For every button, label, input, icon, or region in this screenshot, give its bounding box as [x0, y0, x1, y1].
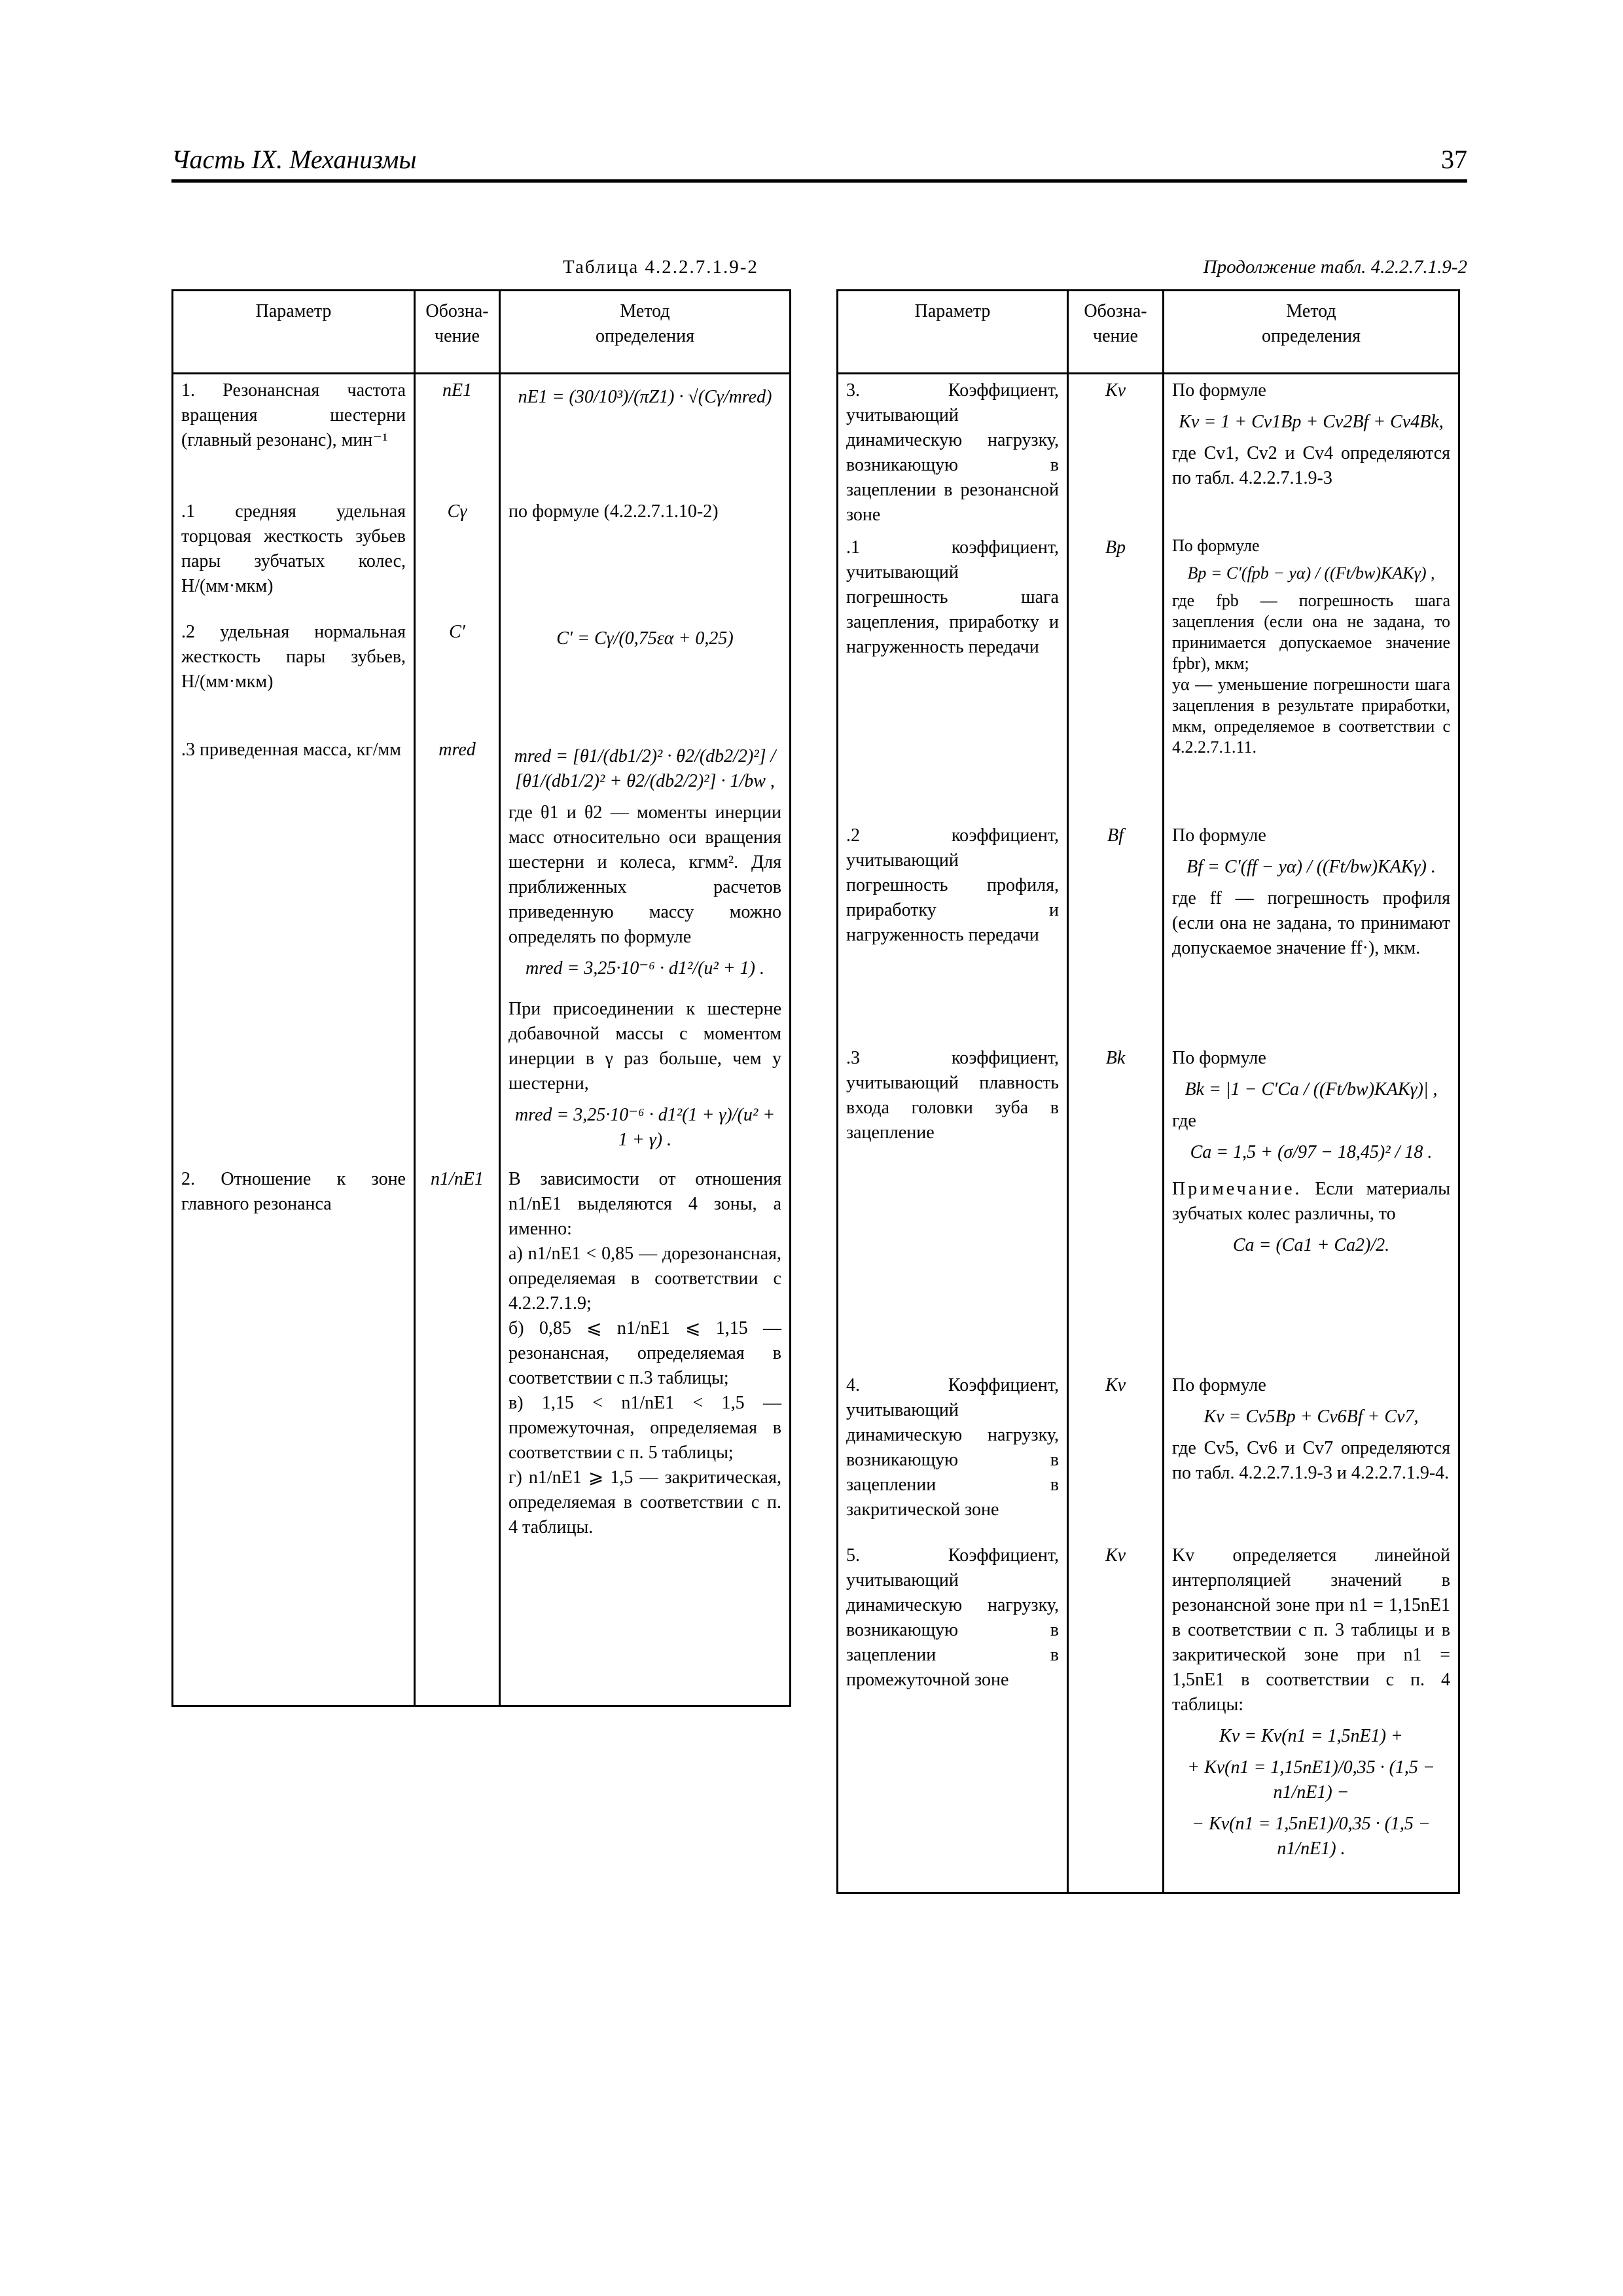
table-row: [838, 819, 1459, 1042]
param-cell: .1 коэффициент, учитывающий погрешность шага зацепления, приработку и нагруженность передачи: [838, 531, 1068, 819]
param-cell: .3 приведенная масса, кг/мм: [173, 734, 415, 1163]
column-header-param: Параметр: [173, 291, 415, 374]
method-cell: [1164, 1042, 1459, 1369]
table-row: [173, 374, 791, 495]
note-text: Если материалы зубчатых колес различны, то: [1172, 1179, 1451, 1224]
method-cell: [500, 616, 791, 734]
symbol-cell: Bp: [1068, 531, 1164, 819]
method-text: где: [1172, 1111, 1196, 1131]
method-cell: [1164, 531, 1459, 819]
formula: Kv = Kv(n1 = 1,5nE1) +: [1219, 1726, 1403, 1746]
formula: + Kv(n1 = 1,15nE1)/0,35 · (1,5 − n1/nE1) −: [1187, 1757, 1435, 1803]
method-text: где ff — погрешность профиля (если она не задана, то принимают допускаемое значение ff·), мкм.: [1172, 888, 1450, 958]
method-lead: По формуле: [1172, 1048, 1266, 1068]
table-header-row: [173, 291, 791, 374]
method-cell: [1164, 1539, 1459, 1893]
formula: Ca = (Ca1 + Ca2)/2.: [1232, 1235, 1390, 1255]
symbol-cell: n1/nE1: [415, 1163, 500, 1706]
param-cell: .1 средняя удельная торцовая жесткость зубьев пары зубчатых колес, Н/(мм·мкм): [173, 495, 415, 616]
method-lead: По формуле: [1172, 380, 1266, 401]
column-header-method: Метод определения: [1164, 291, 1459, 374]
table-caption-left: Таблица 4.2.2.7.1.9-2: [563, 257, 758, 278]
method-cell: [500, 1163, 791, 1706]
symbol-cell: Bk: [1068, 1042, 1164, 1369]
table-row: [173, 734, 791, 1163]
zone-item: а) n1/nE1 < 0,85 — дорезонансная, определяемая в соответствии с 4.2.2.7.1.9;: [508, 1243, 781, 1314]
method-cell: [1164, 1369, 1459, 1539]
param-cell: 5. Коэффициент, учитывающий динамическую нагрузку, возникающую в зацеплении в промежуточной зоне: [838, 1539, 1068, 1893]
formula: − Kv(n1 = 1,5nE1)/0,35 · (1,5 − n1/nE1) .: [1192, 1814, 1431, 1859]
table-row: [838, 1539, 1459, 1893]
formula: Bp = C′(fpb − yα) / ((Ft/bw)KAKγ) ,: [1187, 564, 1435, 583]
param-cell: .3 коэффициент, учитывающий плавность входа головки зуба в зацепление: [838, 1042, 1068, 1369]
right-table: [836, 289, 1460, 1894]
method-text: yα — уменьшение погрешности шага зацепления в результате приработки, мкм, определяемое в соответствии с 4.2.2.7.1.11.: [1172, 675, 1450, 757]
table-row: [173, 1163, 791, 1706]
column-header-symbol: Обозна- чение: [1068, 291, 1164, 374]
formula: C′ = Cγ/(0,75εα + 0,25): [556, 628, 734, 649]
zone-item: в) 1,15 < n1/nE1 < 1,5 — промежуточная, определяемая в соответствии с п. 5 таблицы;: [508, 1392, 781, 1463]
zone-item: г) n1/nE1 ⩾ 1,5 — закритическая, определяемая в соответствии с п. 4 таблицы.: [508, 1467, 781, 1537]
method-text: В зависимости от отношения n1/nE1 выделяются 4 зоны, а именно:: [508, 1168, 781, 1239]
param-cell: .2 коэффициент, учитывающий погрешность профиля, приработку и нагруженность передачи: [838, 819, 1068, 1042]
method-lead: По формуле: [1172, 536, 1260, 555]
formula: mred = [θ1/(db1/2)² · θ2/(db2/2)²] / [θ1/(db1/2)² + θ2/(db2/2)²] · 1/bw ,: [514, 745, 776, 791]
symbol-cell: Kv: [1068, 1539, 1164, 1893]
page-number: 37: [1441, 145, 1467, 174]
table-row: [838, 1369, 1459, 1539]
param-cell: .2 удельная нормальная жесткость пары зубьев, Н/(мм·мкм): [173, 616, 415, 734]
running-head: [171, 143, 1467, 183]
symbol-cell: Bf: [1068, 819, 1164, 1042]
method-cell: [500, 734, 791, 1163]
table-row: [838, 531, 1459, 819]
formula: Bk = |1 − C′Ca / ((Ft/bw)KAKγ)| ,: [1185, 1079, 1438, 1100]
param-cell: 4. Коэффициент, учитывающий динамическую нагрузку, возникающую в зацеплении в закритической зоне: [838, 1369, 1068, 1539]
column-header-method: Метод определения: [500, 291, 791, 374]
param-cell: 3. Коэффициент, учитывающий динамическую нагрузку, возникающую в зацеплении в резонансной зоне: [838, 374, 1068, 532]
table-header-row: [838, 291, 1459, 374]
method-cell: [1164, 374, 1459, 532]
param-cell: 1. Резонансная частота вращения шестерни (главный резонанс), мин⁻¹: [173, 374, 415, 495]
method-cell: по формуле (4.2.2.7.1.10-2): [500, 495, 791, 616]
method-lead: По формуле: [1172, 825, 1266, 846]
method-text: где θ1 и θ2 — моменты инерции масс относительно оси вращения шестерни и колеса, кгмм². Для приближенных расчетов приведенную массу можно определять по формуле: [508, 802, 781, 947]
method-lead: По формуле: [1172, 1375, 1266, 1395]
param-cell: 2. Отношение к зоне главного резонанса: [173, 1163, 415, 1706]
part-title: Часть IX. Механизмы: [171, 145, 417, 174]
note-label: Примечание.: [1172, 1179, 1302, 1199]
method-cell: [500, 374, 791, 495]
table-row: [173, 616, 791, 734]
symbol-cell: mred: [415, 734, 500, 1163]
formula: Kv = Cv5Bp + Cv6Bf + Cv7,: [1204, 1407, 1419, 1427]
method-text: где Cv5, Cv6 и Cv7 определяются по табл. 4.2.2.7.1.9-3 и 4.2.2.7.1.9-4.: [1172, 1438, 1450, 1483]
note: [1172, 1177, 1450, 1227]
table-row: [838, 374, 1459, 532]
formula: mred = 3,25·10⁻⁶ · d1²/(u² + 1) .: [525, 958, 765, 978]
method-text: Kv определяется линейной интерполяцией значений в резонансной зоне при n1 = 1,15nE1 в соответствии с п. 3 таблицы и в закритической зоне при n1 = 1,5nE1 в соответствии с п. 4 таблицы:: [1172, 1545, 1450, 1715]
method-cell: [1164, 819, 1459, 1042]
left-table: [171, 289, 791, 1707]
method-text: где fpb — погрешность шага зацепления (если она не задана, то принимается допускаемое значение fpbr), мкм;: [1172, 591, 1450, 673]
table-row: [838, 1042, 1459, 1369]
table-row: [173, 495, 791, 616]
symbol-cell: Cγ: [415, 495, 500, 616]
column-header-symbol: Обозна- чение: [415, 291, 500, 374]
symbol-cell: Kv: [1068, 1369, 1164, 1539]
symbol-cell: nE1: [415, 374, 500, 495]
table-caption-right: Продолжение табл. 4.2.2.7.1.9-2: [1203, 257, 1467, 278]
symbol-cell: C′: [415, 616, 500, 734]
formula: Ca = 1,5 + (σ/97 − 18,45)² / 18 .: [1190, 1142, 1433, 1162]
method-text: где Cv1, Cv2 и Cv4 определяются по табл. 4.2.2.7.1.9-3: [1172, 443, 1450, 488]
formula: Kv = 1 + Cv1Bp + Cv2Bf + Cv4Bk,: [1179, 412, 1444, 432]
formula: Bf = C′(ff − yα) / ((Ft/bw)KAKγ) .: [1186, 857, 1436, 877]
formula: nE1 = (30/10³)/(πZ1) · √(Cγ/mred): [518, 387, 772, 407]
zone-item: б) 0,85 ⩽ n1/nE1 ⩽ 1,15 — резонансная, определяемая в соответствии с п.3 таблицы;: [508, 1318, 781, 1388]
formula: mred = 3,25·10⁻⁶ · d1²(1 + γ)/(u² + 1 + γ) .: [514, 1104, 776, 1150]
method-text: При присоединении к шестерне добавочной массы с моментом инерции в γ раз больше, чем у шестерни,: [508, 998, 781, 1094]
symbol-cell: Kv: [1068, 374, 1164, 532]
column-header-param: Параметр: [838, 291, 1068, 374]
